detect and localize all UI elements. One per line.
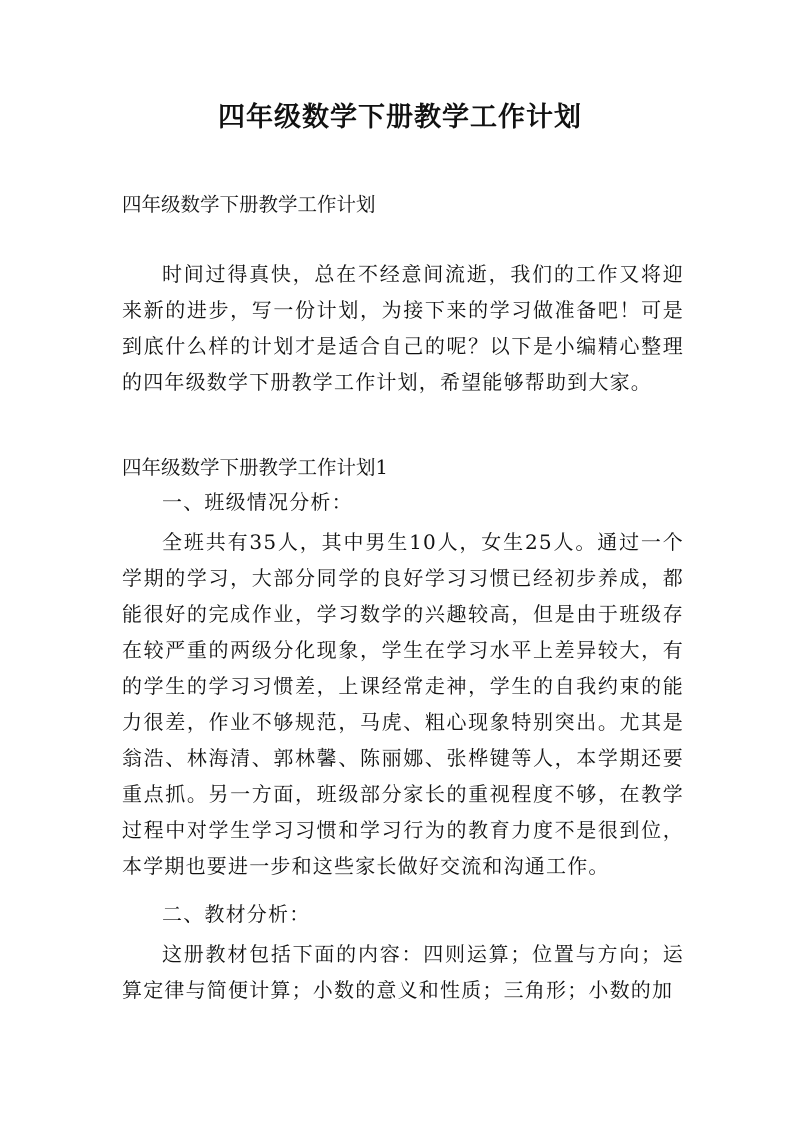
section-title: 四年级数学下册教学工作计划1 [122,456,388,479]
intro-paragraph: 时间过得真快，总在不经意间流逝，我们的工作又将迎来新的进步，写一份计划，为接下来的学习做准备吧！可是到底什么样的计划才是适合自己的呢？以下是小编精心整理的四年级数学下册教学工作计划，希望能够帮助到大家。 [122,262,684,394]
textbook-analysis-paragraph: 这册教材包括下面的内容：四则运算；位置与方向；运算定律与简便计算；小数的意义和性质；三角形；小数的加 [122,942,684,1002]
class-analysis-paragraph: 全班共有35人，其中男生10人，女生25人。通过一个学期的学习，大部分同学的良好学习习惯已经初步养成，都能很好的完成作业，学习数学的兴趣较高，但是由于班级存在较严重的两级分化现象，学生在学习水平上差异较大，有的学生的学习习惯差，上课经常走神，学生的自我约束的能力很差，作业不够规范，马虎、粗心现象特别突出。尤其是翁浩、林海清、郭林馨、陈丽娜、张桦键等人，本学期还要重点抓。另一方面，班级部分家长的重视程度不够，在教学过程中对学生学习习惯和学习行为的教育力度不是很到位，本学期也要进一步和这些家长做好交流和沟通工作。 [122,530,684,878]
document-subtitle: 四年级数学下册教学工作计划 [122,193,376,216]
document-title: 四年级数学下册教学工作计划 [218,102,582,133]
section-heading-textbook-analysis: 二、教材分析： [162,902,311,926]
section-heading-class-analysis: 一、班级情况分析： [162,490,353,514]
